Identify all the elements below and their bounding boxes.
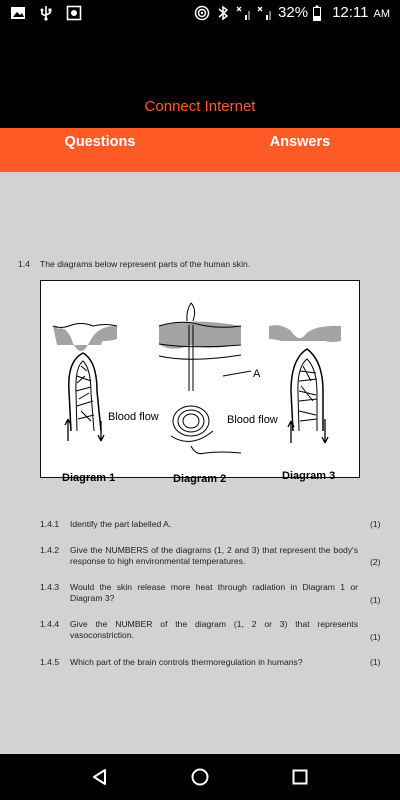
signal-icon-1 <box>236 5 252 21</box>
question-intro: The diagrams below represent parts of the human skin. <box>40 259 251 269</box>
clock-time: 12:11 <box>332 4 369 21</box>
image-icon <box>10 5 26 21</box>
connect-internet-link[interactable]: Connect Internet <box>144 98 256 115</box>
subquestion-number: 1.4.5 <box>40 657 60 667</box>
usb-icon <box>38 5 54 21</box>
label-blood-flow-1: Blood flow <box>108 411 159 423</box>
subquestion-number: 1.4.2 <box>40 545 60 555</box>
screenshot-icon <box>66 5 82 21</box>
label-diagram-2: Diagram 2 <box>173 473 227 485</box>
subquestion-mark: (1) <box>370 595 381 605</box>
tab-questions[interactable]: Questions <box>64 134 136 150</box>
tab-bar <box>0 128 400 172</box>
subquestion-text: Would the skin release more heat through radiation in Diagram 1 or Diagram 3? <box>70 582 358 603</box>
diagram-3-figure <box>269 325 341 443</box>
label-diagram-1: Diagram 1 <box>62 472 116 484</box>
system-nav-bar <box>0 754 400 800</box>
battery-percent: 32% <box>278 4 309 21</box>
subquestion-mark: (1) <box>370 632 381 642</box>
back-icon[interactable] <box>90 767 110 787</box>
label-blood-flow-2: Blood flow <box>227 414 278 426</box>
clock-ampm: AM <box>373 7 390 20</box>
subquestion-number: 1.4.4 <box>40 619 60 629</box>
question-number: 1.4 <box>18 259 30 269</box>
tab-answers[interactable]: Answers <box>269 134 331 150</box>
home-icon[interactable] <box>190 767 210 787</box>
battery-icon <box>313 5 321 21</box>
diagram-2-figure <box>159 303 251 454</box>
skin-diagram-svg <box>41 281 359 485</box>
subquestion-text: Give the NUMBERS of the diagrams (1, 2 and 3) that represent the body's response to high environmental temperatures. <box>70 545 358 566</box>
subquestion-text: Give the NUMBER of the diagram (1, 2 or 3) that represents vasoconstriction. <box>70 619 358 640</box>
diagram-1-figure <box>53 324 117 442</box>
recents-icon[interactable] <box>290 767 310 787</box>
app-header <box>0 30 400 128</box>
skin-diagram <box>40 280 360 485</box>
subquestion-mark: (2) <box>370 557 381 567</box>
hotspot-icon <box>194 5 210 21</box>
bluetooth-icon <box>215 5 231 21</box>
subquestion-mark: (1) <box>370 657 381 667</box>
subquestion-number: 1.4.1 <box>40 519 60 529</box>
subquestion-mark: (1) <box>370 519 381 529</box>
label-diagram-3: Diagram 3 <box>282 470 336 482</box>
label-a: A <box>253 368 261 380</box>
subquestion-text: Identify the part labelled A. <box>70 519 172 529</box>
subquestion-number: 1.4.3 <box>40 582 60 592</box>
signal-icon-2 <box>257 5 273 21</box>
status-bar <box>0 0 400 30</box>
subquestion-text: Which part of the brain controls thermoregulation in humans? <box>70 657 303 667</box>
